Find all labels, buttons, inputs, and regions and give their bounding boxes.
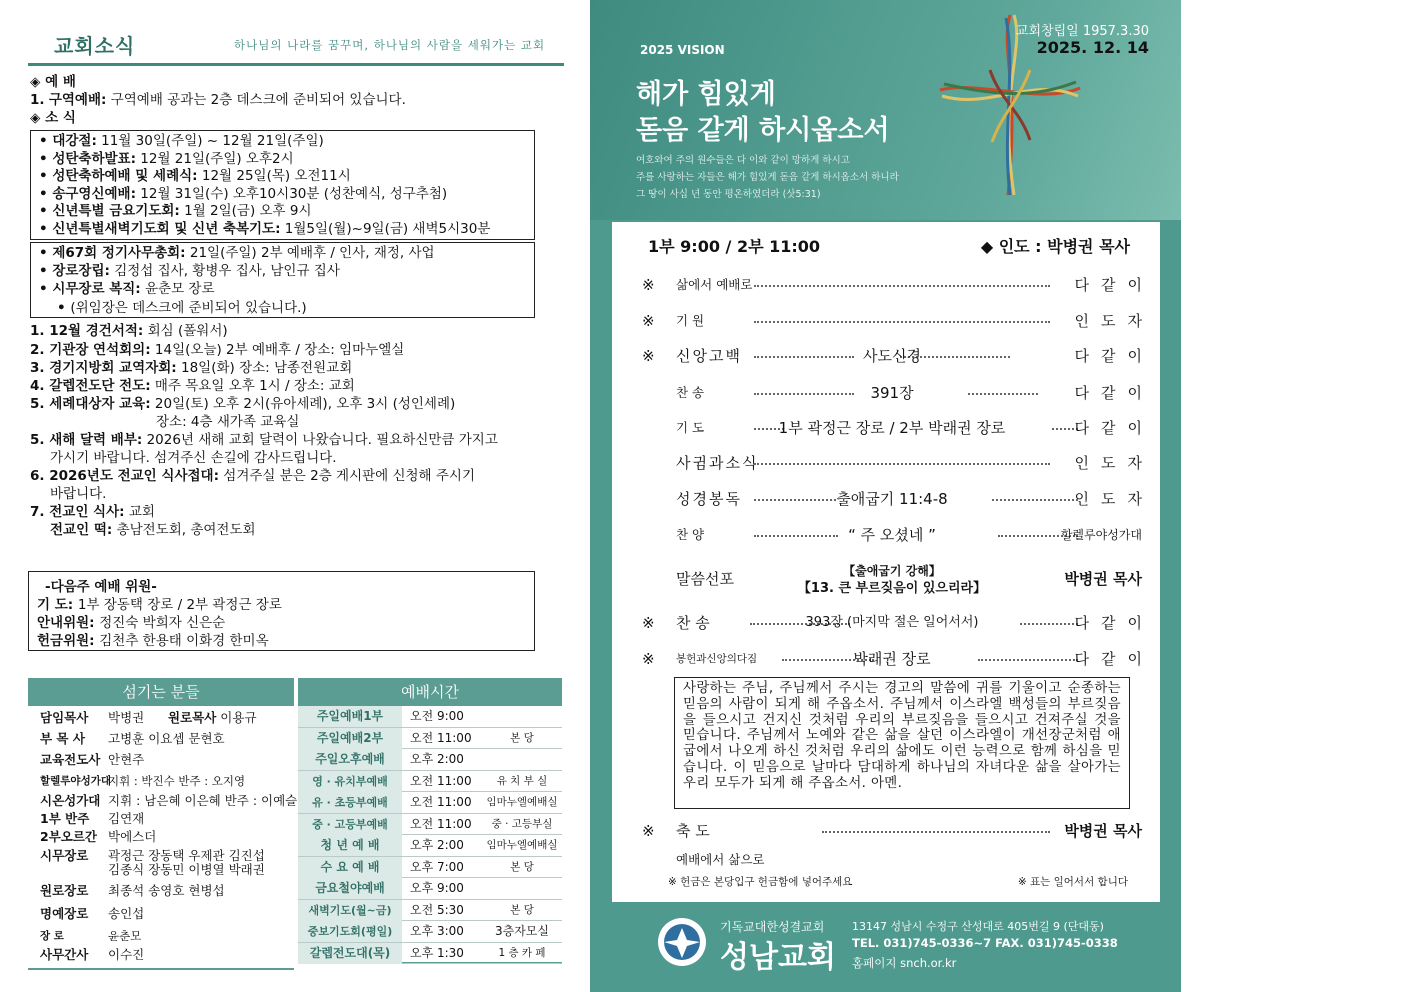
server-role: 부 목 사 <box>40 731 85 746</box>
server-names: 안현주 <box>108 752 145 767</box>
worship-place: 본 당 <box>510 731 534 744</box>
offering-note: ※ 헌금은 본당입구 헌금함에 넣어주세요 <box>668 876 853 888</box>
worship-place: 유 치 부 실 <box>496 774 548 787</box>
worship-times-title: 예배시간 <box>298 678 562 706</box>
servers-title: 섬기는 분들 <box>28 678 294 706</box>
next-week-role: 기 도: <box>37 597 78 613</box>
item-text: 18일(화) 장소: 남종전원교회 <box>176 360 353 376</box>
item-number: 1. <box>30 323 50 339</box>
order-item-benediction: ※ 축 도 박병권 목사 <box>642 822 1142 840</box>
order-content: 출애굽기 11:4-8 <box>836 490 948 508</box>
cover-banner <box>590 0 1181 220</box>
order-item <box>642 345 1154 367</box>
news-item <box>30 341 404 359</box>
order-label: 기 도 <box>676 420 705 435</box>
sermon-label: 말씀선포 <box>676 570 734 588</box>
next-week-row <box>37 629 269 649</box>
worship-time-row <box>298 943 562 965</box>
worship-time: 오후 3:00 <box>410 924 464 938</box>
bulletin-date: 2025. 12. 14 <box>1036 38 1149 57</box>
bullet-text: 12월 21일(주일) 오후2시 <box>136 150 294 167</box>
order-label: 기 원 <box>676 313 705 328</box>
worship-place: 임마누엘예배실 <box>486 839 558 851</box>
worship-place: 본 당 <box>510 860 534 873</box>
founded-date: 교회창립일 1957.3.30 <box>1015 24 1149 39</box>
server-role: 사무간사 <box>40 947 89 962</box>
worship-time: 오전 11:00 <box>410 816 472 831</box>
stand-mark: ※ <box>642 276 655 294</box>
item-text: 교회 <box>124 504 155 520</box>
news-bullet <box>39 281 215 297</box>
verse-line-3: 그 땅이 사십 년 동안 평온하였더라 (삿5:31) <box>636 189 821 200</box>
order-item <box>642 417 1154 439</box>
stand-mark: ※ <box>642 347 655 365</box>
order-performer: 다같이 <box>1074 276 1154 294</box>
next-week-role: 헌금위원: <box>37 633 100 649</box>
news-item <box>30 431 498 449</box>
bullet-text: 12월 31일(수) 오후10시30분 (성찬예식, 성구추첨) <box>136 185 448 202</box>
item-number: 5. <box>30 432 50 448</box>
next-week-title: -다음주 예배 위원- <box>45 579 157 595</box>
news-header <box>28 28 564 66</box>
bullet-label: 신년특별 금요기도회: <box>52 203 180 219</box>
item-label: 갈렙전도단 전도: <box>49 378 151 394</box>
bullet-text: 1월5일(월)~9일(금) 새벽5시30분 <box>280 220 491 237</box>
news-item <box>156 413 299 431</box>
leader-dots <box>754 285 1050 287</box>
bullet-label: 송구영신예배: <box>52 185 136 202</box>
worship-time: 오전 11:00 <box>410 730 472 745</box>
server-role: 2부오르간 <box>40 829 97 844</box>
item-label: 경기지방회 교역자회: <box>49 360 177 376</box>
worship-time: 오전 9:00 <box>410 709 464 723</box>
box2-note: • (위임장은 데스크에 준비되어 있습니다.) <box>57 300 307 316</box>
order-content: 391장 <box>870 384 914 402</box>
next-week-row <box>37 593 282 613</box>
worship-name: 영 · 유치부예배 <box>298 771 402 792</box>
bullet-text: 11월 30일(주일) ~ 12월 21일(주일) <box>96 133 324 149</box>
order-label: 삶에서 예배로 <box>676 277 753 292</box>
worship-place: 1 층 카 페 <box>498 946 546 959</box>
worship-place: 본 당 <box>510 903 534 916</box>
item-label: 2026년도 전교인 식사접대: <box>49 468 219 484</box>
worship-time: 오후 9:00 <box>410 881 464 895</box>
worship-name: 금요철야예배 <box>298 878 402 899</box>
worship-time-row <box>298 814 562 836</box>
worship-name: 청 년 예 배 <box>298 835 402 856</box>
worship-time: 오전 5:30 <box>410 902 464 917</box>
item-text: 장소: 4층 새가족 교육실 <box>156 414 300 430</box>
order-item <box>642 310 1154 332</box>
denomination: 기독교대한성결교회 <box>720 920 825 934</box>
news-bullet <box>39 151 294 167</box>
server-role: 장 로 <box>40 930 64 942</box>
server-role: 원로장로 <box>40 883 89 898</box>
server-role: 할렐루야성가대 <box>40 775 112 787</box>
news-bullet <box>39 203 312 219</box>
order-item <box>642 524 1142 546</box>
server-role: 시무장로 <box>40 848 89 863</box>
item-text: 14일(오늘) 2부 예배후 / 장소: 임마누엘실 <box>150 342 405 358</box>
order-performer: 다같이 <box>1074 384 1154 402</box>
server-role: 시온성가대 <box>40 793 101 808</box>
from-worship: 예배에서 삶으로 <box>676 852 765 867</box>
worship-item: 1. 구역예배: 구역예배 공과는 2층 데스크에 준비되어 있습니다. <box>30 92 406 108</box>
bullet-label: 성탄축하예배 및 세례식: <box>52 168 198 184</box>
order-performer: 할렐루야성가대 <box>1060 528 1142 542</box>
server-names: 박에스더 <box>108 829 157 844</box>
service-leader: ◆ 인도 : 박병권 목사 <box>980 237 1130 256</box>
order-performer: 인도자 <box>1074 312 1154 330</box>
item-label: 전교인 떡: <box>50 522 113 538</box>
sermon-preacher: 박병권 목사 <box>1064 570 1142 588</box>
server-names: 이수진 <box>108 947 145 962</box>
worship-name: 중 · 고등부예배 <box>298 814 402 835</box>
worship-name: 중보기도회(평일) <box>298 921 402 942</box>
server-names: 최종석 송영호 현병섭 <box>108 883 225 898</box>
worship-time-row <box>298 835 562 857</box>
worship-name: 갈렙전도대(목) <box>298 943 402 964</box>
news-bullet <box>39 263 340 279</box>
item-label: 새해 달력 배부: <box>49 432 143 448</box>
standing-note: ※ 표는 일어서서 합니다 <box>1017 876 1128 888</box>
worship-time: 오후 2:00 <box>410 838 464 852</box>
server-names: 송인섭 <box>108 906 145 921</box>
worship-heading: ◈ 예 배 <box>30 74 76 90</box>
church-name: 성남교회 <box>720 940 836 975</box>
worship-name: 수 요 예 배 <box>298 857 402 878</box>
order-label: 성경봉독 <box>676 490 742 508</box>
worship-time: 오후 7:00 <box>410 859 464 874</box>
worship-time-row <box>298 771 562 793</box>
worship-order <box>612 222 1160 902</box>
worship-time: 오후 2:00 <box>410 752 464 766</box>
item-text: 총남전도회, 총여전도회 <box>112 522 256 538</box>
news-bullet <box>39 133 324 149</box>
worship-time-row <box>298 728 562 750</box>
order-label: 사귐과소식 <box>676 454 759 472</box>
order-item <box>642 488 1154 510</box>
item-label: 세례대상자 교육: <box>49 396 151 412</box>
item-text: 바랍니다. <box>50 486 107 502</box>
news-item <box>30 467 475 485</box>
verse-line-2: 주를 사랑하는 자들은 해가 힘있게 돋음 같게 하시옵소서 하니라 <box>636 172 899 183</box>
news-box-2 <box>30 242 535 318</box>
item-text: 가시기 바랍니다. 섬겨주신 손길에 감사드립니다. <box>50 450 337 466</box>
worship-place: 3층자모실 <box>494 924 549 938</box>
server-names: 윤춘모 <box>108 929 142 943</box>
item-label: 전교인 식사: <box>49 504 125 520</box>
order-performer: 다같이 <box>1074 347 1154 365</box>
order-performer: 다같이 <box>1074 419 1154 437</box>
item-label: 12월 경건서적: <box>49 323 144 339</box>
bullet-label: 제67회 정기사무총회: <box>52 245 186 261</box>
church-logo-icon <box>656 916 708 968</box>
bullet-label: 성탄축하발표: <box>52 150 136 167</box>
server-names: 곽정근 장동택 우제관 김진섭 <box>108 848 265 863</box>
news-box-1 <box>30 130 535 240</box>
news-title: 교회소식 <box>54 34 136 58</box>
item-text: 섬겨주실 분은 2층 게시판에 신청해 주시기 <box>218 468 476 484</box>
order-item <box>642 274 1154 296</box>
news-item <box>30 395 455 413</box>
order-item <box>642 382 1154 404</box>
item-text: 회심 (폴워서) <box>143 323 228 339</box>
worship-place: 중 · 고등부실 <box>491 817 553 830</box>
closing-prayer: 사랑하는 주님, 주님께서 주시는 경고의 말씀에 귀를 기울이고 순종하는 믿음의 사람이 되게 해 주옵소서. 주님께서 이스라엘 백성들의 부르짖음을 들으시고 건지신 것처럼 우리의 부르짖음을 들으시고 건져주실 것을 믿습니다. 주님께서 노예와 같은 삶을 살던 이스라엘이 개선장군처럼 애굽에서 나오게 하신 것처럼 우리의 삶에도 이런 능력으로 함께 하심을 믿습니다. 이 믿음으로 날마다 담대하게 하나님의 자녀다운 삶을 살아가는 우리 모두가 되게 해 주옵소서. 아멘. <box>674 677 1130 809</box>
news-item <box>30 377 355 395</box>
order-content: 사도신경 <box>863 347 921 365</box>
worship-time-row <box>298 878 562 900</box>
item-number: 6. <box>30 468 50 484</box>
news-item <box>50 449 337 467</box>
next-week-names: 정진숙 박희자 신은순 <box>99 615 226 631</box>
news-bullet <box>39 221 490 237</box>
stand-mark: ※ <box>642 312 655 330</box>
order-item-hymn2: ※ 찬 송 393장 (마지막 절은 일어서서) 다같이 <box>642 614 1154 632</box>
news-heading: ◈ 소 식 <box>30 110 76 126</box>
order-performer: 인도자 <box>1074 490 1154 508</box>
news-item <box>50 485 106 503</box>
item-label: 기관장 연석회의: <box>49 342 151 358</box>
worship-time-row <box>298 900 562 922</box>
news-item <box>30 503 155 521</box>
worship-name: 유 · 초등부예배 <box>298 792 402 813</box>
sermon-title: 【13. 큰 부르짖음이 있으리라】 <box>797 581 987 596</box>
worship-name: 새벽기도(월~금) <box>298 900 402 921</box>
bullet-text: 1월 2일(금) 오후 9시 <box>179 203 312 219</box>
order-item-dedication: ※ 봉헌과신앙의다짐 박래권 장로 다같이 <box>642 650 1154 668</box>
server-names: 박병권 <box>108 710 145 725</box>
server-role: 교육전도사 <box>40 752 101 767</box>
next-week-role: 안내위원: <box>37 615 100 631</box>
worship-name: 주일예배1부 <box>298 706 402 727</box>
news-tagline: 하나님의 나라를 꿈꾸며, 하나님의 사람을 세워가는 교회 <box>234 38 546 52</box>
order-label: 찬 송 <box>676 385 705 400</box>
bullet-label: 장로장립: <box>52 263 110 279</box>
bullet-text: 김정섭 집사, 황병우 집사, 남인규 집사 <box>109 263 340 279</box>
worship-name: 주일오후예배 <box>298 749 402 770</box>
next-week-box <box>28 571 535 651</box>
sermon-row <box>642 564 1142 596</box>
bullet-text: 21일(주일) 2부 예배후 / 인사, 재정, 사업 <box>185 245 435 261</box>
news-bullet <box>39 245 435 261</box>
order-label: 찬 양 <box>676 527 705 542</box>
worship-name: 주일예배2부 <box>298 728 402 749</box>
bullet-text: 12월 25일(목) 오전11시 <box>197 168 351 184</box>
order-content: “ 주 오셨네 ” <box>848 526 936 544</box>
sermon-series: 【출애굽기 강해】 <box>843 564 941 578</box>
news-item <box>30 359 352 377</box>
worship-time-row <box>298 749 562 771</box>
worship-time-row <box>298 706 562 728</box>
church-address: 13147 성남시 수정구 산성대로 405번길 9 (단대동) <box>852 920 1104 933</box>
bullet-label: 시무장로 복직: <box>52 281 141 297</box>
bullet-label: 대강절: <box>52 133 97 149</box>
next-week-names: 김천추 한용태 이화경 한미옥 <box>99 633 269 649</box>
headline-2: 돋음 같게 하시옵소서 <box>636 115 890 146</box>
order-item <box>642 452 1154 474</box>
item-number: 5. <box>30 396 50 412</box>
headline-1: 해가 힘있게 <box>636 79 776 110</box>
worship-time-row <box>298 857 562 879</box>
server-names: 김연재 <box>108 811 145 826</box>
next-week-names: 1부 장동택 장로 / 2부 곽정근 장로 <box>77 597 282 613</box>
item-text: 매주 목요일 오후 1시 / 장소: 교회 <box>150 378 355 394</box>
item-text: 2026년 새해 교회 달력이 나왔습니다. 필요하신만큼 가지고 <box>142 432 498 448</box>
news-item <box>30 322 228 340</box>
news-bullet <box>39 168 351 184</box>
worship-time-row <box>298 921 562 943</box>
vision-label: 2025 VISION <box>640 43 725 57</box>
church-homepage[interactable]: 홈페이지 snch.or.kr <box>852 956 957 970</box>
server-names: 지휘 : 박진수 반주 : 오지영 <box>108 774 246 788</box>
leader-dots <box>754 463 1050 465</box>
worship-time: 오후 1:30 <box>410 945 464 960</box>
order-content: 1부 곽정근 장로 / 2부 박래권 장로 <box>778 419 1006 437</box>
item-number: 4. <box>30 378 50 394</box>
news-item <box>50 521 256 539</box>
item-number: 7. <box>30 504 50 520</box>
server-role: 명예장로 <box>40 906 89 921</box>
leader-dots <box>754 321 1050 323</box>
item-number: 3. <box>30 360 50 376</box>
church-phone: TEL. 031)745-0336~7 FAX. 031)745-0338 <box>852 936 1118 950</box>
bullet-label: 신년특별새벽기도회 및 신년 축복기도: <box>52 220 281 237</box>
worship-time: 오전 11:00 <box>410 795 472 809</box>
worship-time-row <box>298 792 562 814</box>
order-label: 신앙고백 <box>676 347 742 365</box>
server-role: 담임목사 <box>40 710 89 725</box>
worship-time: 오전 11:00 <box>410 773 472 788</box>
server-names: 김종식 장동민 이병열 박래권 <box>108 862 265 877</box>
worship-place: 임마누엘예배실 <box>486 796 558 808</box>
bullet-text: 윤춘모 장로 <box>140 281 215 297</box>
server-role: 1부 반주 <box>40 811 90 826</box>
verse-line-1: 여호와여 주의 원수들은 다 이와 같이 망하게 하시고 <box>636 155 850 166</box>
server-names: 지휘 : 남은혜 이은혜 반주 : 이예슬 <box>108 793 298 808</box>
item-text: 20일(토) 오후 2시(유아세례), 오후 3시 (성인세례) <box>150 396 456 412</box>
service-times: 1부 9:00 / 2부 11:00 <box>648 237 821 256</box>
retired-pastor: 원로목사 이용규 <box>168 710 257 725</box>
order-performer: 인도자 <box>1074 454 1154 472</box>
next-week-row <box>37 611 225 631</box>
server-names: 고병훈 이요셉 문현호 <box>108 731 225 746</box>
item-number: 2. <box>30 342 50 358</box>
news-bullet <box>39 186 447 202</box>
